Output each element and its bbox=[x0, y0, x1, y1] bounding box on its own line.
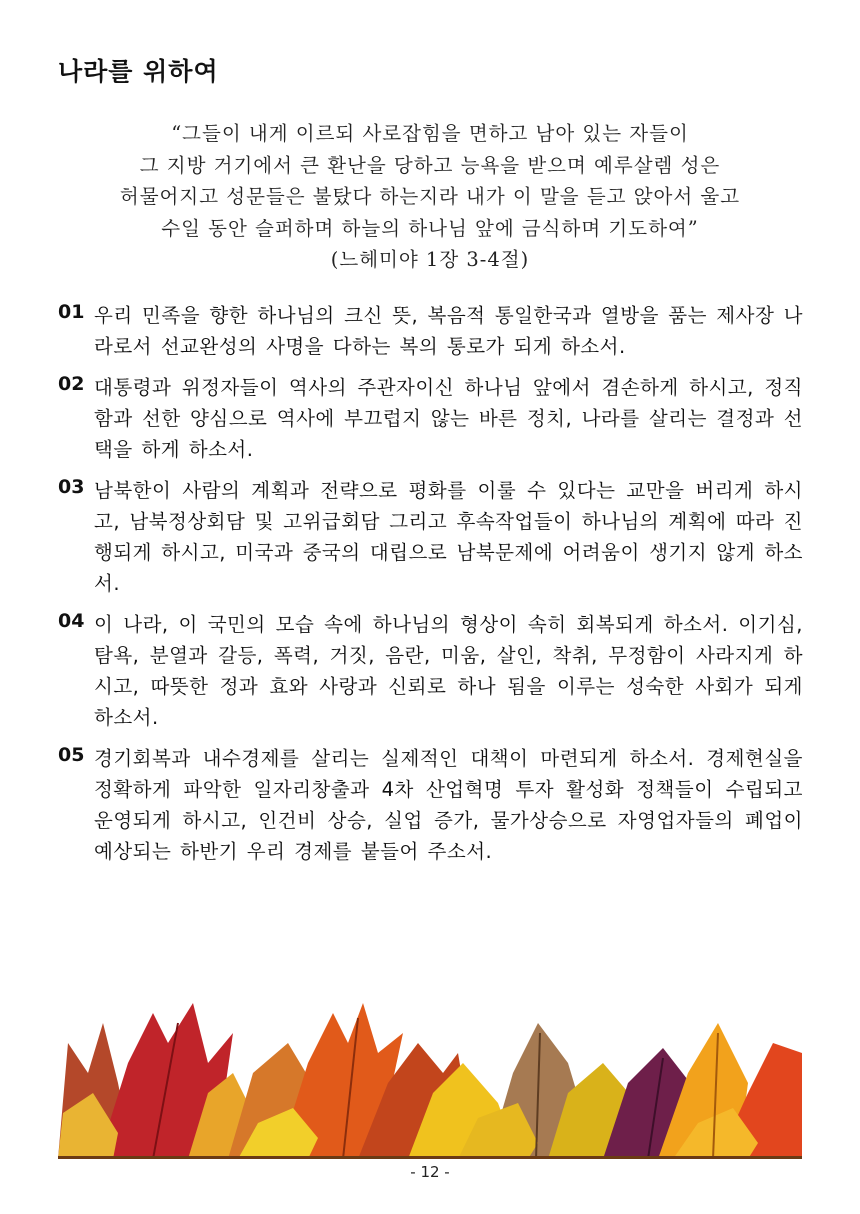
page-title: 나라를 위하여 bbox=[58, 57, 219, 86]
prayer-item bbox=[58, 300, 803, 362]
item-number: 01 bbox=[58, 301, 85, 323]
item-text: 우리 민족을 향한 하나님의 크신 뜻, 복음적 통일한국과 열방을 품는 제사장 나라로서 선교완성의 사명을 다하는 복의 통로가 되게 하소서. bbox=[94, 304, 803, 358]
autumn-leaves-border bbox=[58, 1003, 802, 1159]
quote-line: 그 지방 거기에서 큰 환난을 당하고 능욕을 받으며 예루살렘 성은 bbox=[139, 153, 721, 177]
prayer-item bbox=[58, 475, 803, 599]
scripture-quote bbox=[60, 118, 800, 276]
item-number: 04 bbox=[58, 610, 85, 632]
quote-reference: (느헤미야 1장 3-4절) bbox=[330, 248, 530, 271]
item-text: 남북한이 사람의 계획과 전략으로 평화를 이룰 수 있다는 교만을 버리게 하시고, 남북정상회담 및 고위급회담 그리고 후속작업들이 하나님의 계획에 따라 진행되게 하시고, 미국과 중국의 대립으로 남북문제에 어려움이 생기지 않게 하소서. bbox=[94, 479, 803, 595]
leaves-base-line bbox=[58, 1156, 802, 1159]
prayer-list bbox=[58, 300, 803, 877]
prayer-item bbox=[58, 372, 803, 465]
prayer-item bbox=[58, 743, 803, 867]
quote-line: “그들이 내게 이르되 사로잡힘을 면하고 남아 있는 자들이 bbox=[171, 122, 689, 145]
item-text: 이 나라, 이 국민의 모습 속에 하나님의 형상이 속히 회복되게 하소서. 이기심, 탐욕, 분열과 갈등, 폭력, 거짓, 음란, 미움, 살인, 착취, 무정함이 사라지게 하시고, 따뜻한 정과 효와 사랑과 신뢰로 하나 됨을 이루는 성숙한 사회가 되게 하소서. bbox=[94, 613, 803, 729]
leaves-illustration bbox=[58, 1003, 802, 1159]
item-text: 경기회복과 내수경제를 살리는 실제적인 대책이 마련되게 하소서. 경제현실을 정확하게 파악한 일자리창출과 4차 산업혁명 투자 활성화 정책들이 수립되고 운영되게 하시고, 인건비 상승, 실업 증가, 물가상승으로 자영업자들의 폐업이 예상되는 하반기 우리 경제를 붙들어 주소서. bbox=[94, 747, 803, 863]
quote-line: 수일 동안 슬퍼하며 하늘의 하나님 앞에 금식하며 기도하여” bbox=[161, 216, 699, 240]
item-text: 대통령과 위정자들이 역사의 주관자이신 하나님 앞에서 겸손하게 하시고, 정직함과 선한 양심으로 역사에 부끄럽지 않는 바른 정치, 나라를 살리는 결정과 선택을 하게 하소서. bbox=[94, 376, 803, 461]
item-number: 05 bbox=[58, 744, 85, 766]
item-number: 03 bbox=[58, 476, 85, 498]
quote-line: 허물어지고 성문들은 불탔다 하는지라 내가 이 말을 듣고 앉아서 울고 bbox=[119, 185, 741, 208]
item-number: 02 bbox=[58, 373, 85, 395]
page-number: - 12 - bbox=[410, 1163, 450, 1181]
prayer-item bbox=[58, 609, 803, 733]
